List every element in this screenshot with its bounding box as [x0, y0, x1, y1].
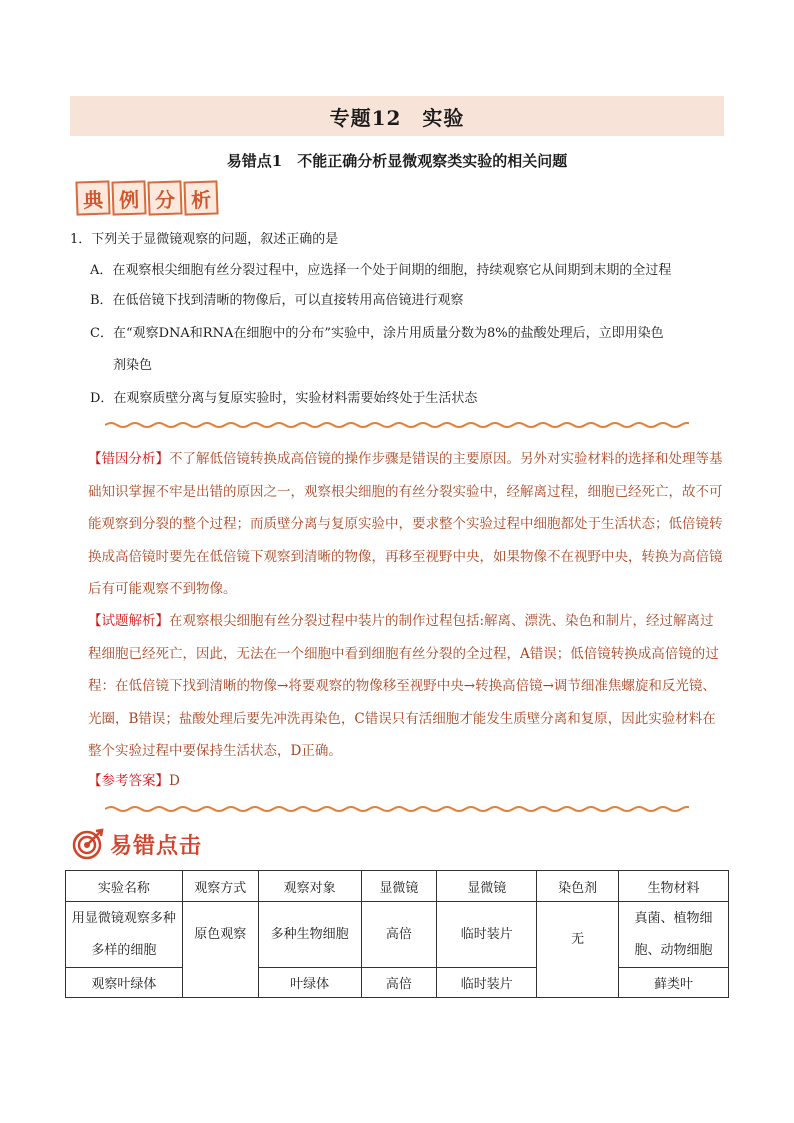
error-analysis-text: 不了解低倍镜转换成高倍镜的操作步骤是错误的主要原因。另外对实验材料的选择和处理等基础知识掌握不牢是出错的原因之一，观察根尖细胞的有丝分裂实验中，经解离过程，细胞已经死亡，故不可能观察到分裂的整个过程；而质壁分离与复原实验中，要求整个实验过程中细胞都处于生活状态；低倍镜转换成高倍镜时要先在低倍镜下观察到清晰的物像，再移至视野中央，如果物像不在视野中央，转换为高倍镜后有可能观察不到物像。	[88, 451, 723, 597]
table-header: 观察对象	[258, 871, 361, 902]
badge-char: 例	[111, 180, 146, 215]
table-cell: 高倍	[361, 902, 437, 968]
table-row	[66, 902, 729, 968]
table-cell: 无	[537, 902, 619, 998]
table-header: 染色剂	[537, 871, 619, 902]
badge-char: 典	[75, 180, 110, 215]
example-analysis-badge	[76, 181, 218, 215]
table-row	[66, 968, 729, 998]
comparison-table	[65, 870, 729, 998]
table-cell: 叶绿体	[258, 968, 361, 998]
answer-tag: 【参考答案】	[88, 773, 169, 789]
title-banner	[70, 96, 724, 136]
table-cell: 多种生物细胞	[258, 902, 361, 968]
option-c: C．在“观察DNA和RNA在细胞中的分布”实验中，涂片用质量分数为8%的盐酸处理后，立即用染色	[90, 326, 664, 341]
wave-divider	[105, 805, 689, 813]
option-b: B．在低倍镜下找到清晰的物像后，可以直接转用高倍镜进行观察	[90, 293, 464, 308]
solution	[88, 605, 724, 768]
error-analysis-tag: 【错因分析】	[88, 451, 169, 467]
table-cell: 原色观察	[182, 902, 258, 998]
error-highlight-title: 易错点击	[110, 833, 203, 859]
answer-value: D	[169, 773, 180, 789]
error-analysis	[88, 443, 724, 606]
wave-divider	[105, 421, 689, 429]
option-a: A．在观察根尖细胞有丝分裂过程中，应选择一个处于间期的细胞，持续观察它从间期到末期的全过程	[90, 263, 672, 278]
answer	[88, 765, 724, 798]
table-cell: 临时装片	[437, 968, 537, 998]
table-header: 观察方式	[182, 871, 258, 902]
table-header: 显微镜	[437, 871, 537, 902]
solution-text: 在观察根尖细胞有丝分裂过程中装片的制作过程包括:解离、漂洗、染色和制片，经过解离过程细胞已经死亡，因此，无法在一个细胞中看到细胞有丝分裂的全过程，A错误；低倍镜转换成高倍镜的过程：在低倍镜下找到清晰的物像→将要观察的物像移至视野中央→转换高倍镜→调节细准焦螺旋和反光镜、光圈，B错误；盐酸处理后要先冲洗再染色，C错误只有活细胞才能发生质壁分离和复原，因此实验材料在整个实验过程中要保持生活状态，D正确。	[88, 613, 719, 759]
question-stem: 1．下列关于显微镜观察的问题，叙述正确的是	[70, 232, 339, 247]
badge-char: 析	[183, 180, 218, 215]
table-header: 显微镜	[361, 871, 437, 902]
solution-tag: 【试题解析】	[88, 613, 169, 629]
table-header: 实验名称	[66, 871, 183, 902]
table-cell: 观察叶绿体	[66, 968, 183, 998]
error-highlight-heading	[72, 828, 202, 860]
table-header: 生物材料	[619, 871, 729, 902]
table-cell: 临时装片	[437, 902, 537, 968]
option-c-cont: 剂染色	[113, 358, 153, 373]
table-cell: 真菌、植物细胞、动物细胞	[619, 902, 729, 968]
badge-char: 分	[147, 180, 182, 215]
page-title: 专题12 实验	[329, 105, 465, 130]
target-icon	[72, 828, 104, 860]
table-header-row	[66, 871, 729, 902]
table-cell: 高倍	[361, 968, 437, 998]
option-d: D．在观察质壁分离与复原实验时，实验材料需要始终处于生活状态	[90, 391, 478, 406]
section-subtitle: 易错点1 不能正确分析显微观察类实验的相关问题	[226, 152, 568, 170]
table-cell: 用显微镜观察多种多样的细胞	[66, 902, 183, 968]
table-cell: 藓类叶	[619, 968, 729, 998]
